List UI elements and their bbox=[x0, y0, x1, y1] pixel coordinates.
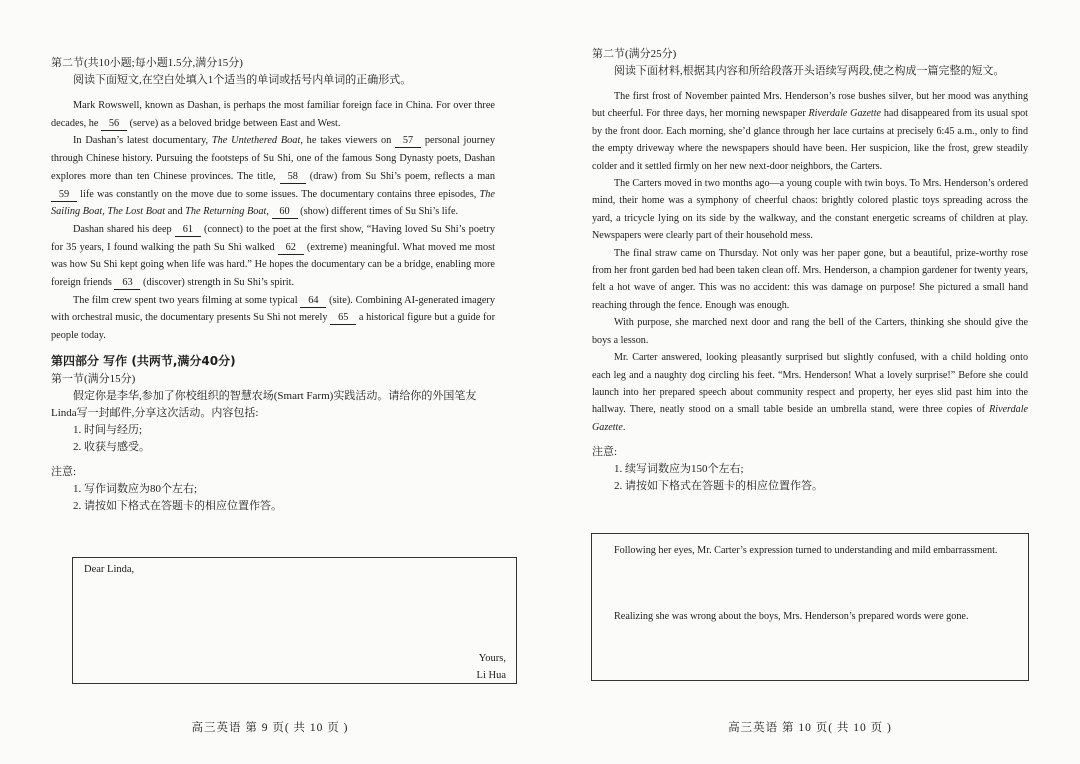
newspaper-title: Riverdale Gazette bbox=[592, 404, 1028, 433]
page-footer-10: 高三英语 第 10 页( 共 10 页 ) bbox=[728, 722, 892, 734]
continuation-answer-box[interactable] bbox=[591, 533, 1029, 681]
writing-section1-heading: 第一节(满分15分) bbox=[51, 372, 136, 385]
paragraph-opener-2: Realizing she was wrong about the boys, Mrs. Henderson’s prepared words were gone. bbox=[614, 611, 969, 622]
blank-59[interactable]: 59 bbox=[51, 189, 77, 202]
letter-answer-box[interactable] bbox=[72, 557, 517, 684]
content-point: 2. 收获与感受。 bbox=[73, 440, 150, 453]
note-label: 注意: bbox=[51, 465, 77, 478]
blank-61[interactable]: 61 bbox=[175, 224, 201, 237]
letter-closing-word: Yours, bbox=[478, 653, 506, 664]
episode-title: The Lost Boat bbox=[107, 206, 166, 218]
newspaper-title: Riverdale Gazette bbox=[808, 108, 882, 120]
story-paragraph-4: With purpose, she marched next door and rang the bell of the Carters, thinking she should give the boys a lesson. bbox=[592, 317, 1028, 346]
blank-64[interactable]: 64 bbox=[300, 295, 326, 308]
letter-greeting: Dear Linda, bbox=[84, 564, 135, 575]
page-footer-9: 高三英语 第 9 页( 共 10 页 ) bbox=[191, 722, 349, 734]
episode-title: The Sailing Boat bbox=[51, 188, 495, 218]
story-paragraph-2: The Carters moved in two months ago—a young couple with twin boys. To Mrs. Henderson’s ordered mind, their home was a symphony of cheerful chaos: brightly colored plastic toys spreading across the yard, a tricycle lying on its side by the walkway, and the constant energetic screams of children at play. Newspapers were clearly part of their household mess. bbox=[592, 178, 1028, 242]
left-column bbox=[51, 55, 495, 515]
story-paragraph-5: Mr. Carter answered, looking pleasantly surprised but slightly confused, with a child holding onto each leg and a naughty dog circling his feet. “Mrs. Henderson! What a lovely surprise!” Before she could launch into her prepared speech about community respect and property, her eyes slid past him into the hallway. There, neatly stood on a small table beside an umbrella stand, were three copies of Riverdale Gazette. bbox=[592, 352, 1028, 433]
right-page bbox=[540, 0, 1080, 764]
blank-62[interactable]: 62 bbox=[278, 242, 304, 255]
passage-paragraph-1: Mark Rowswell, known as Dashan, is perhaps the most familiar foreign face in China. For over three decades, he 56 (serve) as a beloved bridge between East and West. bbox=[51, 100, 495, 129]
part4-heading: 第四部分 写作 (共两节,满分40分) bbox=[51, 353, 236, 368]
note-item: 2. 请按如下格式在答题卡的相应位置作答。 bbox=[73, 499, 282, 512]
passage-paragraph-2: In Dashan’s latest documentary, The Untethered Boat, he takes viewers on 57 personal journey through Chinese history. Pursuing the footsteps of Su Shi, one of the famous Song Dynasty poets, Dashan explores more than ten Chinese provinces. The title, 58 (draw) from Su Shi’s poem, reflects a man 59 life was constantly on the move due to some issues. The documentary contains three episodes, The Sailing Boat, The Lost Boat and The Returning Boat, 60 (show) different times of Su Shi’s life. bbox=[51, 135, 495, 218]
letter-closing bbox=[477, 650, 506, 684]
letter-signature: Li Hua bbox=[476, 670, 506, 681]
blank-58[interactable]: 58 bbox=[280, 171, 306, 184]
continuation-section-heading: 第二节(满分25分) bbox=[592, 48, 677, 60]
note-item: 1. 续写词数应为150个左右; bbox=[614, 463, 744, 476]
right-column bbox=[592, 46, 1028, 495]
note-item: 1. 写作词数应为80个左右; bbox=[73, 482, 198, 495]
content-point: 1. 时间与经历; bbox=[73, 423, 143, 436]
blank-57[interactable]: 57 bbox=[395, 135, 421, 148]
documentary-title: The Untethered Boat bbox=[211, 135, 301, 147]
writing-prompt: 假定你是李华,参加了你校组织的智慧农场(Smart Farm)实践活动。请给你的外国笔友Linda写一封邮件,分享这次活动。内容包括: bbox=[51, 389, 477, 419]
note-label: 注意: bbox=[592, 446, 618, 459]
episode-title: The Returning Boat bbox=[185, 206, 267, 218]
passage-paragraph-4: The film crew spent two years filming at some typical 64 (site). Combining AI-generated imagery with orchestral music, the documentary presents Su Shi not merely 65 a historical figure but a guide for people today. bbox=[51, 294, 495, 342]
section2-heading: 第二节(共10小题;每小题1.5分,满分15分) bbox=[51, 57, 243, 69]
paragraph-opener-1: Following her eyes, Mr. Carter’s expression turned to understanding and mild embarrassment. bbox=[614, 545, 998, 556]
continuation-instruction: 阅读下面材料,根据其内容和所给段落开头语续写两段,使之构成一篇完整的短文。 bbox=[614, 65, 1005, 77]
note-item: 2. 请按如下格式在答题卡的相应位置作答。 bbox=[614, 480, 823, 493]
blank-60[interactable]: 60 bbox=[272, 206, 298, 219]
blank-63[interactable]: 63 bbox=[114, 277, 140, 290]
blank-65[interactable]: 65 bbox=[330, 312, 356, 325]
blank-56[interactable]: 56 bbox=[101, 118, 127, 131]
story-paragraph-1: The first frost of November painted Mrs. Henderson’s rose bushes silver, but her mood was anything but cheerful. For three days, her morning newspaper Riverdale Gazette had disappeared from its usual spot by the front door. Each morning, she’d glance through her lace curtains at precisely 6:45 a.m., only to find the empty driveway where the newspapers should have been. Her suspicion, like the frost, grew steadily colder and it settled firmly on her new next-door neighbors, the Carters. bbox=[592, 91, 1028, 172]
story-paragraph-3: The final straw came on Thursday. Not only was her paper gone, but a beautiful, prize-worthy rose from her front garden bed had been taken clean off. Mrs. Henderson, a champion gardener for twenty years, felt a hot wave of anger. This was no accident: this was damage on purpose! She pictured a small hand reaching through the fence. Enough was enough. bbox=[592, 247, 1028, 311]
section2-instruction: 阅读下面短文,在空白处填入1个适当的单词或括号内单词的正确形式。 bbox=[73, 74, 412, 86]
passage-paragraph-3: Dashan shared his deep 61 (connect) to the poet at the first show, “Having loved Su Shi’s poetry for 35 years, I found walking the path Su Shi walked 62 (extreme) meaningful. What moved me most was how Su Shi kept going when life was hard.” He hopes the documentary can be a bridge, enabling more foreign friends 63 (discover) strength in Su Shi’s spirit. bbox=[51, 223, 495, 289]
